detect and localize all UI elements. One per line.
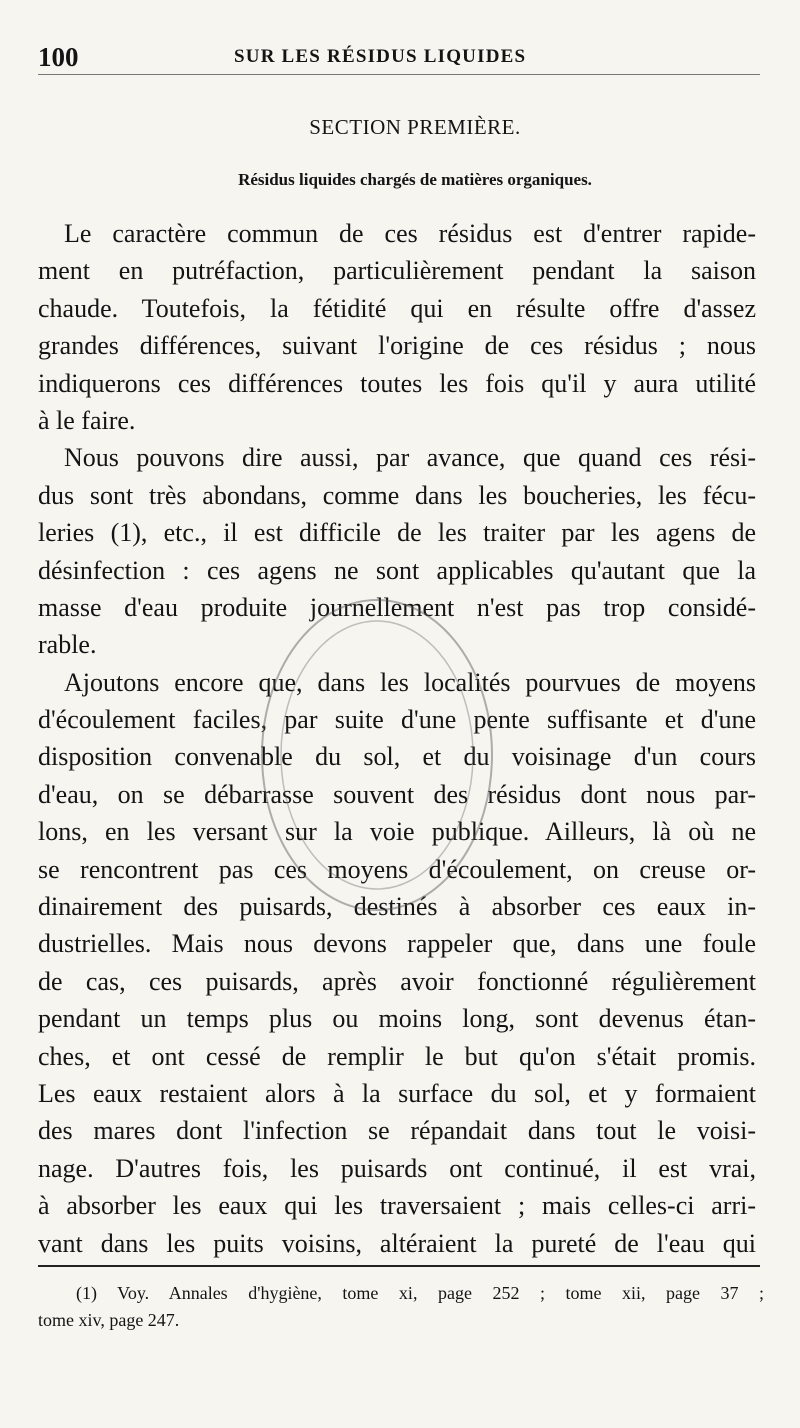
text-line: Nous pouvons dire aussi, par avance, que quand ces rési- bbox=[64, 443, 756, 473]
text-line: à le faire. bbox=[38, 405, 136, 435]
text-line: des mares dont l'infection se répandait dans tout le voisi- bbox=[38, 1116, 756, 1146]
text-line: masse d'eau produite journellement n'est pas trop considé- bbox=[38, 592, 756, 622]
text-line: de cas, ces puisards, après avoir fonctionné régulièrement bbox=[38, 966, 756, 996]
text-line: se rencontrent pas ces moyens d'écoulement, on creuse or- bbox=[38, 854, 756, 884]
text-line: grandes différences, suivant l'origine de ces résidus ; nous bbox=[38, 331, 756, 361]
text-line: dustrielles. Mais nous devons rappeler que, dans une foule bbox=[38, 929, 756, 959]
text-line: d'eau, on se débarrasse souvent des résidus dont nous par- bbox=[38, 779, 756, 809]
text-line: Ajoutons encore que, dans les localités pourvues de moyens bbox=[64, 667, 756, 697]
text-line: pendant un temps plus ou moins long, sont devenus étan- bbox=[38, 1004, 756, 1034]
footnote-rule bbox=[38, 1265, 760, 1267]
text-line: nage. D'autres fois, les puisards ont continué, il est vrai, bbox=[38, 1153, 756, 1183]
page-number: 100 bbox=[38, 42, 79, 72]
text-line: indiquerons ces différences toutes les fois qu'il y aura utilité bbox=[38, 368, 756, 398]
text-line: ment en putréfaction, particulièrement pendant la saison bbox=[38, 256, 756, 286]
footnotes bbox=[38, 1280, 764, 1334]
section-title: SECTION PREMIÈRE. bbox=[309, 115, 521, 139]
header-rule bbox=[38, 74, 760, 75]
page-header bbox=[38, 42, 760, 76]
text-line: chaude. Toutefois, la fétidité qui en résulte offre d'assez bbox=[38, 293, 756, 323]
text-line: Le caractère commun de ces résidus est d'entrer rapide- bbox=[64, 219, 756, 248]
footnote-line: tome xiv, page 247. bbox=[38, 1310, 180, 1330]
text-line: leries (1), etc., il est difficile de les traiter par les agens de bbox=[38, 518, 756, 548]
text-line: disposition convenable du sol, et du voisinage d'un cours bbox=[38, 742, 756, 772]
text-line: lons, en les versant sur la voie publique. Ailleurs, là où ne bbox=[38, 817, 756, 847]
text-line: désinfection : ces agens ne sont applicables qu'autant que la bbox=[38, 555, 756, 585]
text-line: d'écoulement faciles, par suite d'une pente suffisante et d'une bbox=[38, 705, 756, 735]
text-line: rable. bbox=[38, 630, 97, 660]
section-subtitle: Résidus liquides chargés de matières organiques. bbox=[238, 170, 592, 189]
footnote-line: (1) Voy. Annales d'hygiène, tome xi, page 252 ; tome xii, page 37 ; bbox=[76, 1283, 764, 1303]
text-line: vant dans les puits voisins, altéraient la pureté de l'eau qui bbox=[38, 1228, 756, 1258]
text-line: Les eaux restaient alors à la surface du sol, et y formaient bbox=[38, 1078, 756, 1108]
text-line: à absorber les eaux qui les traversaient ; mais celles-ci arri- bbox=[38, 1191, 756, 1221]
body-text bbox=[38, 215, 756, 1262]
running-title: SUR LES RÉSIDUS LIQUIDES bbox=[234, 46, 527, 67]
text-line: ches, et ont cessé de remplir le but qu'on s'était promis. bbox=[38, 1041, 756, 1071]
text-line: dinairement des puisards, destinés à absorber ces eaux in- bbox=[38, 892, 756, 922]
text-line: dus sont très abondans, comme dans les boucheries, les fécu- bbox=[38, 480, 756, 510]
